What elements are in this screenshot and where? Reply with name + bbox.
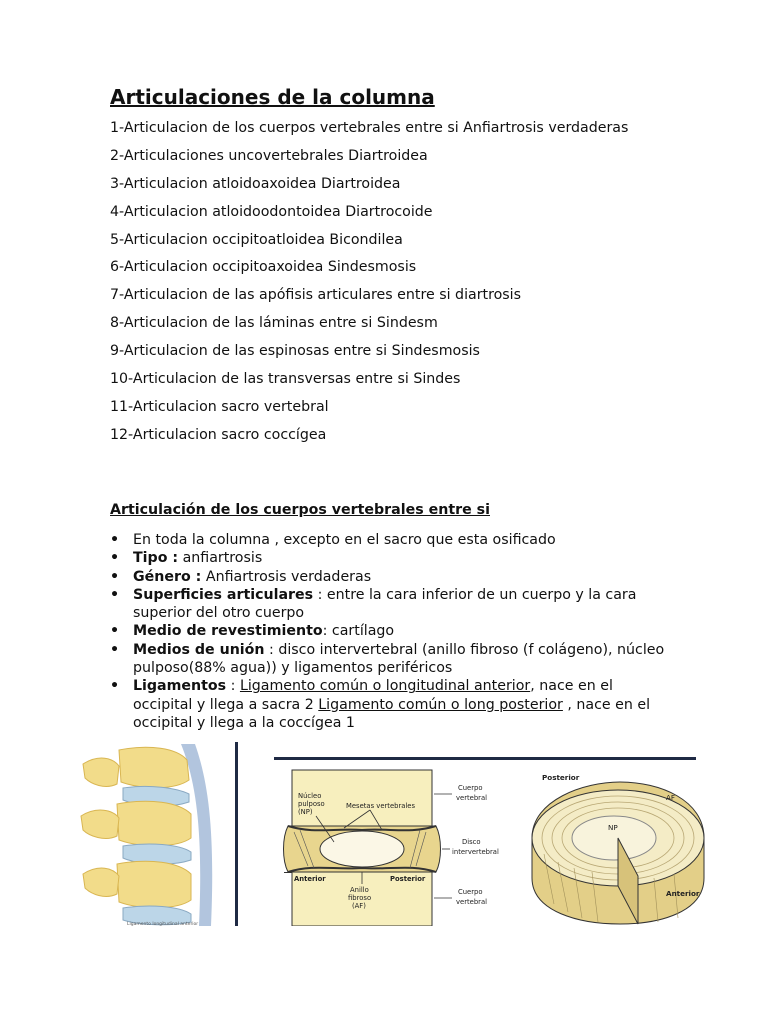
- bullet-text: , nace en el occipital y llega a sacra 2: [133, 678, 613, 713]
- section-bullets: [110, 531, 670, 732]
- bullet-text: , nace en el occipital y llega a la coccígea 1: [133, 696, 651, 731]
- bullet-dot: •: [110, 641, 120, 658]
- cuerpo-top-label-2: vertebral: [456, 794, 488, 802]
- bullet-item: [110, 568, 670, 586]
- anterior-label: Anterior: [294, 875, 326, 883]
- anillo-label-3: (AF): [352, 902, 366, 910]
- cuerpo-bot-label-1: Cuerpo: [458, 888, 483, 896]
- cuerpo-bot-label-2: vertebral: [456, 898, 488, 906]
- bullet-label: Medio de revestimiento: [133, 623, 323, 640]
- bullet-dot: •: [110, 532, 120, 548]
- bullet-item: [110, 622, 670, 640]
- bullet-text: Anfiartrosis verdaderas: [201, 568, 372, 585]
- bullet-dot: •: [110, 568, 120, 585]
- bullet-item: [110, 641, 670, 678]
- bullet-item: [110, 586, 670, 623]
- bullet-text: :: [226, 678, 240, 695]
- bullet-label: Género :: [133, 568, 202, 585]
- disco-label-2: intervertebral: [452, 848, 499, 856]
- section-heading: Articulación de los cuerpos vertebrales entre si: [110, 502, 490, 518]
- anillo-label-2: fibroso: [348, 894, 372, 902]
- bullet-text: : disco intervertebral (anillo fibroso (f colágeno), núcleo pulposo(88% agua)) y ligamentos periféricos: [133, 641, 665, 677]
- bullet-dot: •: [110, 550, 120, 567]
- disc-np-label: NP: [608, 823, 618, 832]
- bullet-text: : cartílago: [322, 623, 395, 640]
- bullet-dot: •: [110, 586, 120, 603]
- bullet-label: Superficies articulares: [133, 586, 314, 603]
- document-title: Articulaciones de la columna: [110, 85, 435, 109]
- disc-diagrams: [274, 754, 714, 926]
- list-item: 8-Articulacion de las láminas entre si Sindesm: [110, 315, 438, 332]
- list-item: 2-Articulaciones uncovertebrales Diartroidea: [110, 147, 428, 164]
- spine-illustration: [79, 744, 217, 926]
- list-item: 6-Articulacion occipitoaxoidea Sindesmosis: [110, 259, 417, 276]
- list-item: 10-Articulacion de las transversas entre si Sindes: [110, 371, 461, 388]
- disc-anterior-label: Anterior: [666, 889, 700, 898]
- bullet-dot: •: [110, 678, 120, 695]
- list-item: 4-Articulacion atloidoodontoidea Diartrocoide: [110, 203, 433, 220]
- nucleo-label-2: pulposo: [298, 800, 325, 808]
- bullet-text: : entre la cara inferior de un cuerpo y la cara superior del otro cuerpo: [133, 586, 637, 622]
- bullet-label: Tipo :: [133, 550, 179, 567]
- disc-posterior-label: Posterior: [542, 773, 580, 782]
- cuerpo-top-label-1: Cuerpo: [458, 784, 483, 792]
- articulations-list: [110, 119, 670, 454]
- ligament-posterior-link: Ligamento común o long posterior: [318, 696, 563, 713]
- bullet-label: Medios de unión: [133, 641, 265, 658]
- bullet-item: [110, 549, 670, 567]
- ligament-anterior-link: Ligamento común o longitudinal anterior: [239, 678, 531, 695]
- bullet-label: Ligamentos: [133, 678, 227, 695]
- list-item: 7-Articulacion de las apófisis articulares entre si diartrosis: [110, 287, 522, 304]
- disco-label-1: Disco: [462, 838, 481, 846]
- list-item: 9-Articulacion de las espinosas entre si Sindesmosis: [110, 343, 480, 360]
- list-item: 12-Articulacion sacro coccígea: [110, 426, 327, 443]
- list-item: 5-Articulacion occipitoatloidea Bicondilea: [110, 231, 403, 248]
- nucleo-label-1: Núcleo: [298, 792, 322, 800]
- bullet-dot: •: [110, 623, 120, 640]
- list-item: 1-Articulacion de los cuerpos vertebrales entre si Anfiartrosis verdaderas: [110, 120, 629, 136]
- bullet-item: [110, 677, 670, 732]
- bullet-item: [110, 531, 670, 549]
- list-item: 11-Articulacion sacro vertebral: [110, 398, 329, 415]
- bullet-text: En toda la columna , excepto en el sacro que esta osificado: [133, 532, 556, 548]
- bullet-text: anfiartrosis: [178, 550, 263, 567]
- disc-af-label: AF: [666, 793, 676, 802]
- spine-caption: Ligamento longitudinal anterior: [127, 922, 199, 926]
- figure-divider: [235, 742, 238, 926]
- anillo-label-1: Anillo: [350, 886, 369, 894]
- mesetas-label: Mesetas vertebrales: [346, 802, 416, 810]
- nucleo-label-3: (NP): [298, 808, 313, 816]
- posterior-label: Posterior: [390, 875, 426, 883]
- list-item: 3-Articulacion atloidoaxoidea Diartroidea: [110, 175, 401, 192]
